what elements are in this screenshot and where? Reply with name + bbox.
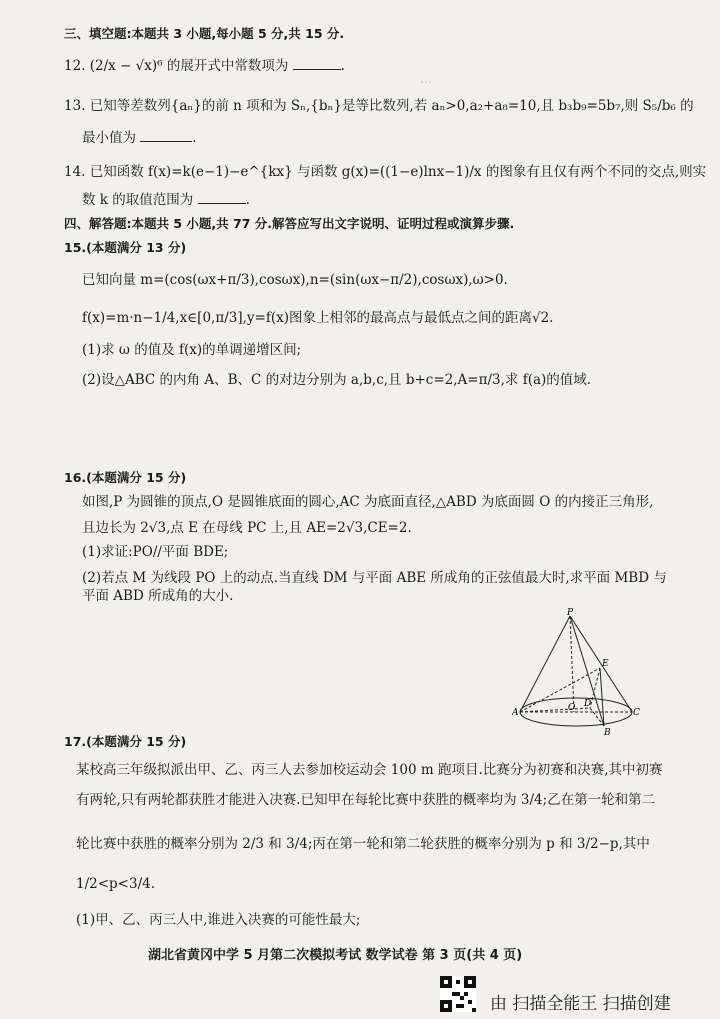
q14-line1: 14. 已知函数 f(x)=k(e−1)−e^{kx} 与函数 g(x)=((1−e)lnx−1)/x 的图象有且仅有两个不同的交点,则实: [64, 164, 707, 180]
q14-line2: 数 k 的取值范围为 .: [82, 192, 250, 208]
q14-answer-blank: [198, 203, 246, 204]
q13-line1: 13. 已知等差数列{aₙ}的前 n 项和为 Sₙ,{bₙ}是等比数列,若 aₙ>0,a₂+a₈=10,且 b₃b₉=5b₇,则 S₅/b₆ 的: [64, 98, 694, 114]
q12-text: 12. (2/x − √x)⁶ 的展开式中常数项为: [64, 58, 289, 74]
label-a: A: [512, 708, 519, 718]
q17-line4: 1/2<p<3/4.: [76, 876, 156, 892]
q12: 12. (2/x − √x)⁶ 的展开式中常数项为 .: [64, 58, 345, 74]
q16-line1: 如图,P 为圆锥的顶点,O 是圆锥底面的圆心,AC 为底面直径,△ABD 为底面圆 O 的内接正三角形,: [82, 494, 654, 510]
q16-title: 16.(本题满分 15 分): [64, 470, 187, 485]
page-footer: 湖北省黄冈中学 5 月第二次模拟考试 数学试卷 第 3 页(共 4 页): [148, 948, 523, 963]
label-o: O: [568, 703, 576, 713]
q15-title: 15.(本题满分 13 分): [64, 240, 187, 255]
q17-part1: (1)甲、乙、丙三人中,谁进入决赛的可能性最大;: [76, 912, 361, 928]
q13-answer-blank: [140, 141, 192, 142]
label-b: B: [604, 728, 611, 736]
q15-part1: (1)求 ω 的值及 f(x)的单调递增区间;: [82, 342, 302, 358]
section4-heading: 四、解答题:本题共 5 小题,共 77 分.解答应写出文字说明、证明过程或演算步骤.: [64, 216, 515, 231]
q17-line2: 有两轮,只有两轮都获胜才能进入决赛.已知甲在每轮比赛中获胜的概率均为 3/4;乙在第一轮和第二: [76, 792, 656, 808]
section3-heading: 三、填空题:本题共 3 小题,每小题 5 分,共 15 分.: [64, 26, 345, 41]
q13-line2-text: 最小值为: [82, 130, 136, 146]
q15-part2: (2)设△ABC 的内角 A、B、C 的对边分别为 a,b,c,且 b+c=2,A=π/3,求 f(a)的值域.: [82, 372, 592, 388]
segment-eb: [600, 668, 604, 726]
cone-edge-pa: [520, 616, 570, 712]
scanner-watermark: 由 扫描全能王 扫描创建: [490, 994, 671, 1014]
q15-line1: 已知向量 m=(cos(ωx+π/3),cosωx),n=(sin(ωx−π/2),cosωx),ω>0.: [82, 272, 508, 288]
q17-line3: 轮比赛中获胜的概率分别为 2/3 和 3/4;丙在第一轮和第二轮获胜的概率分别为 p 和 3/2−p,其中: [76, 836, 650, 852]
label-p: P: [567, 608, 574, 618]
label-e: E: [602, 659, 609, 669]
bleed-through-text: …: [420, 72, 432, 86]
q16-part2a: (2)若点 M 为线段 PO 上的动点.当直线 DM 与平面 ABE 所成角的正弦值最大时,求平面 MBD 与: [82, 570, 667, 586]
qr-code-icon: [440, 976, 476, 1012]
segment-ed: [590, 668, 600, 708]
q15-line2: f(x)=m·n−1/4,x∈[0,π/3],y=f(x)图象上相邻的最高点与最低点之间的距离√2.: [82, 310, 554, 326]
label-d: D: [584, 699, 592, 709]
segment-db: [590, 708, 604, 726]
q13-line2: 最小值为 .: [82, 130, 197, 146]
q17-title: 17.(本题满分 15 分): [64, 734, 187, 749]
label-c: C: [633, 708, 640, 718]
q16-line2: 且边长为 2√3,点 E 在母线 PC 上,且 AE=2√3,CE=2.: [82, 520, 412, 536]
segment-ad: [520, 708, 590, 712]
q14-line2-text: 数 k 的取值范围为: [82, 192, 194, 208]
q16-part1: (1)求证:PO//平面 BDE;: [82, 544, 229, 560]
q17-line1: 某校高三年级拟派出甲、乙、丙三人去参加校运动会 100 m 跑项目.比赛分为初赛和决赛,其中初赛: [76, 762, 663, 778]
cone-figure: [512, 608, 642, 736]
q12-answer-blank: [293, 69, 341, 70]
q16-part2b: 平面 ABD 所成角的大小.: [82, 588, 234, 604]
